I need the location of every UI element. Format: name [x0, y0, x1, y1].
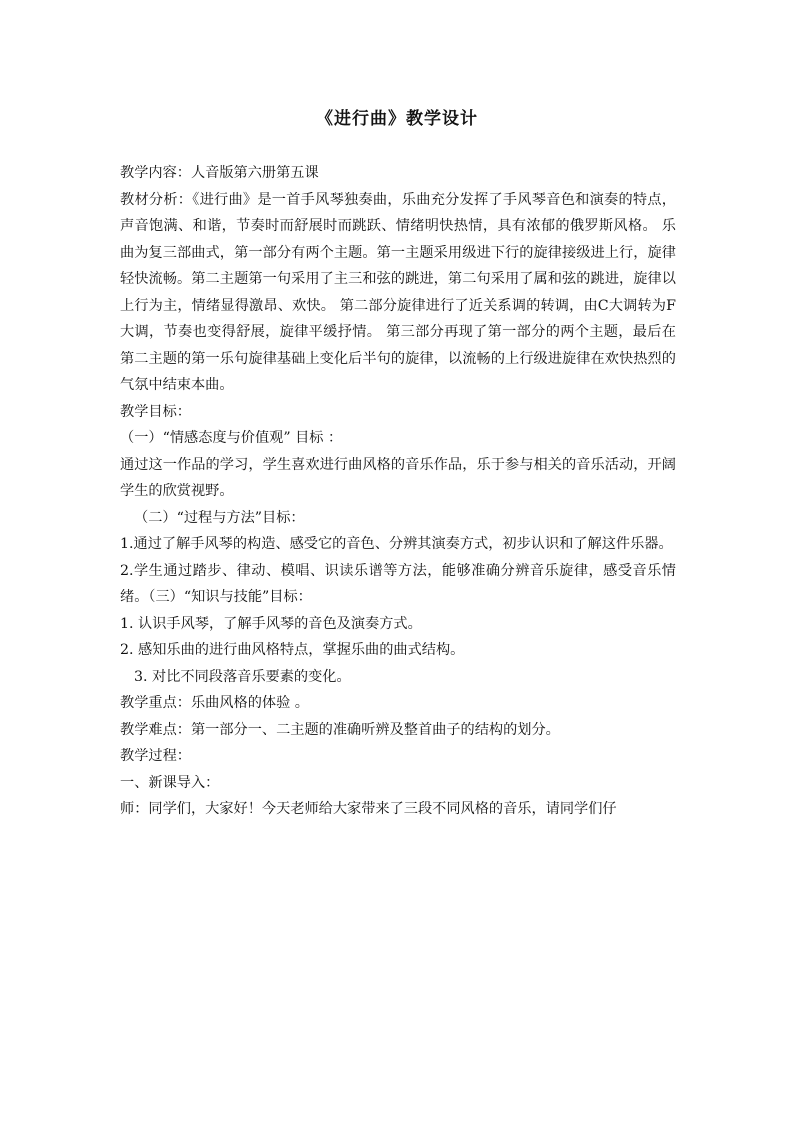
- new-lesson-intro-heading: 一、新课导入：: [120, 774, 220, 791]
- goal-two-item-1: 1.通过了解手风琴的构造、感受它的音色、分辨其演奏方式，初步认识和了解这件乐器。: [120, 536, 673, 552]
- teacher-speech: 师：同学们，大家好！今天老师给大家带来了三段不同风格的音乐，请同学们仔: [120, 801, 617, 817]
- document-title: 《进行曲》教学设计: [316, 109, 478, 129]
- teaching-goals-heading: 教学目标：: [120, 403, 191, 420]
- goal-three-item-3: 3. 对比不同段落音乐要素的变化。: [134, 668, 351, 685]
- goal-three-item-1: 1. 认识手风琴，了解手风琴的音色及演奏方式。: [120, 615, 422, 632]
- teaching-content: 教学内容：人音版第六册第五课: [120, 165, 319, 181]
- teaching-process-heading: 教学过程：: [120, 748, 191, 764]
- material-analysis: 教材分析：《进行曲》是一首手风琴独奏曲，乐曲充分发挥了手风琴音色和演奏的特点，声音饱满、和谐，节奏时而舒展时而跳跃、情绪明快热情，具有浓郁的俄罗斯风格。 乐曲为复三部曲式，第一部分有两个主题。第一主题采用级进下行的旋律接级进上行，旋律轻快流畅。第二主题第一句采用了主三和弦的跳进，第二句采用了属和弦的跳进，旋律以上行为主，情绪显得激昂、欢快。 第二部分旋律进行了近关系调的转调，由C大调转为F大调，节奏也变得舒展，旋律平缓抒情。 第三部分再现了第一部分的两个主题，最后在第二主题的第一乐句旋律基础上变化后半句的旋律，以流畅的上行级进旋律在欢快热烈的气氛中结束本曲。: [120, 191, 676, 393]
- goal-two-heading: （二）“过程与方法”目标：: [134, 509, 305, 526]
- goal-one-heading: （一）“情感态度与价值观” 目标 ：: [120, 430, 343, 446]
- goal-one-text: 通过这一作品的学习，学生喜欢进行曲风格的音乐作品，乐于参与相关的音乐活动，开阔学生的欣赏视野。: [120, 456, 676, 499]
- teaching-key-point: 教学重点：乐曲风格的体验 。: [120, 695, 309, 711]
- teaching-difficulty: 教学难点：第一部分一、二主题的准确听辨及整首曲子的结构的划分。: [120, 721, 560, 738]
- document-body: [120, 160, 676, 823]
- goal-three-item-2: 2. 感知乐曲的进行曲风格特点，掌握乐曲的曲式结构。: [120, 642, 465, 658]
- goal-two-item-2: 2.学生通过踏步、律动、模唱、识读乐谱等方法，能够准确分辨音乐旋律，感受音乐情绪。（三）“知识与技能”目标：: [120, 562, 676, 605]
